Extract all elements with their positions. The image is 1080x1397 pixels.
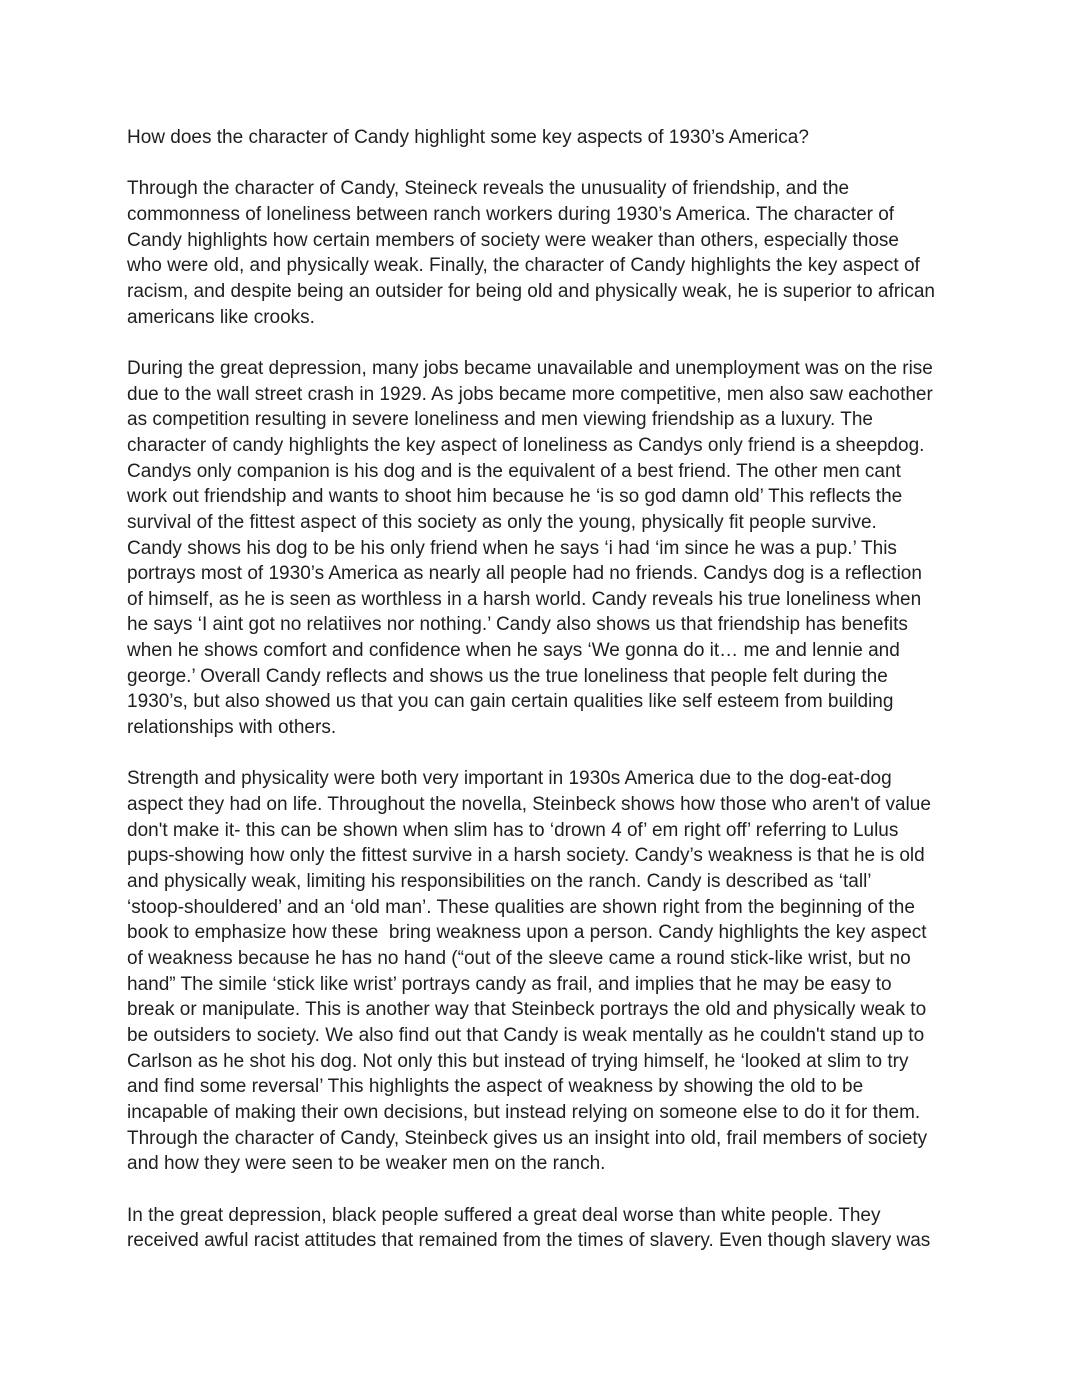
text-line: Through the character of Candy, Steineck reveals the unusuality of friendship, and the (127, 178, 850, 200)
text-line: of weakness because he has no hand (“out of the sleeve came a round stick-like wrist, but no (127, 948, 911, 969)
text-line: Candys only companion is his dog and is the equivalent of a best friend. The other men cant (127, 460, 901, 482)
text-line: During the great depression, many jobs became unavailable and unemployment was on the rise (127, 357, 933, 379)
text-line: Through the character of Candy, Steinbeck gives us an insight into old, frail members of society (127, 1127, 928, 1149)
text-line: aspect they had on life. Throughout the novella, Steinbeck shows how those who aren't of value (127, 794, 931, 816)
text-line: be outsiders to society. We also find out that Candy is weak mentally as he couldn't stand up to (127, 1024, 925, 1046)
text-line: as competition resulting in severe loneliness and men viewing friendship as a luxury. The (127, 409, 873, 431)
essay-body (127, 176, 935, 1254)
text-line: incapable of making their own decisions, but instead relying on someone else to do it for them. (127, 1101, 921, 1123)
text-line: 1930’s, but also showed us that you can gain certain qualities like self esteem from building (127, 691, 894, 713)
essay-question-title: How does the character of Candy highlight some key aspects of 1930’s America? (127, 127, 809, 148)
text-line: and physically weak, limiting his responsibilities on the ranch. Candy is described as ‘tall’ (127, 871, 872, 893)
text-line: americans like crooks. (127, 306, 315, 328)
text-line: Candy highlights how certain members of society were weaker than others, especially those (127, 229, 899, 251)
text-line: and find some reversal’ This highlights the aspect of weakness by showing the old to be (127, 1076, 864, 1098)
text-line: when he shows comfort and confidence when he says ‘We gonna do it… me and lennie and (127, 640, 900, 662)
paragraph-2 (127, 356, 935, 741)
text-line: of himself, as he is seen as worthless in a harsh world. Candy reveals his true loneliness when (127, 588, 922, 610)
text-line: received awful racist attitudes that remained from the times of slavery. Even though slavery was (127, 1230, 931, 1252)
paragraph-4 (127, 1203, 935, 1254)
text-line: hand” The simile ‘stick like wrist’ portrays candy as frail, and implies that he may be easy to (127, 973, 892, 995)
text-line: book to emphasize how these bring weakness upon a person. Candy highlights the key aspect (127, 922, 927, 944)
text-line: who were old, and physically weak. Finally, the character of Candy highlights the key aspect of (127, 255, 920, 277)
text-line: work out friendship and wants to shoot him because he ‘is so god damn old’ This reflects the (127, 486, 903, 508)
text-line: and how they were seen to be weaker men on the ranch. (127, 1153, 606, 1175)
text-line: george.’ Overall Candy reflects and shows us the true loneliness that people felt during the (127, 665, 888, 687)
text-line: commonness of loneliness between ranch workers during 1930’s America. The character of (127, 203, 895, 225)
text-line: relationships with others. (127, 717, 337, 739)
text-line: portrays most of 1930’s America as nearly all people had no friends. Candys dog is a reflection (127, 563, 922, 585)
document-page (127, 125, 935, 1280)
text-line: pups-showing how only the fittest survive in a harsh society. Candy’s weakness is that he is old (127, 845, 925, 867)
paragraph-3 (127, 766, 935, 1177)
text-line: due to the wall street crash in 1929. As jobs became more competitive, men also saw eachother (127, 383, 933, 405)
text-line: ‘stoop-shouldered’ and an ‘old man’. These qualities are shown right from the beginning of the (127, 896, 915, 918)
text-line: Carlson as he shot his dog. Not only this but instead of trying himself, he ‘looked at slim to try (127, 1050, 909, 1072)
text-line: racism, and despite being an outsider for being old and physically weak, he is superior to african (127, 280, 935, 302)
text-line: don't make it- this can be shown when slim has to ‘drown 4 of’ em right off’ referring to Lulus (127, 819, 899, 841)
text-line: Candy shows his dog to be his only friend when he says ‘i had ‘im since he was a pup.’ This (127, 537, 897, 559)
paragraph-1 (127, 176, 935, 330)
text-line: In the great depression, black people suffered a great deal worse than white people. They (127, 1204, 881, 1226)
text-line: Strength and physicality were both very important in 1930s America due to the dog-eat-dog (127, 768, 892, 790)
text-line: he says ‘I aint got no relatiives nor nothing.’ Candy also shows us that friendship has benefits (127, 614, 908, 636)
text-line: character of candy highlights the key aspect of loneliness as Candys only friend is a sheepdog. (127, 434, 925, 456)
text-line: survival of the fittest aspect of this society as only the young, physically fit people survive. (127, 511, 877, 533)
text-line: break or manipulate. This is another way that Steinbeck portrays the old and physically weak to (127, 999, 927, 1021)
